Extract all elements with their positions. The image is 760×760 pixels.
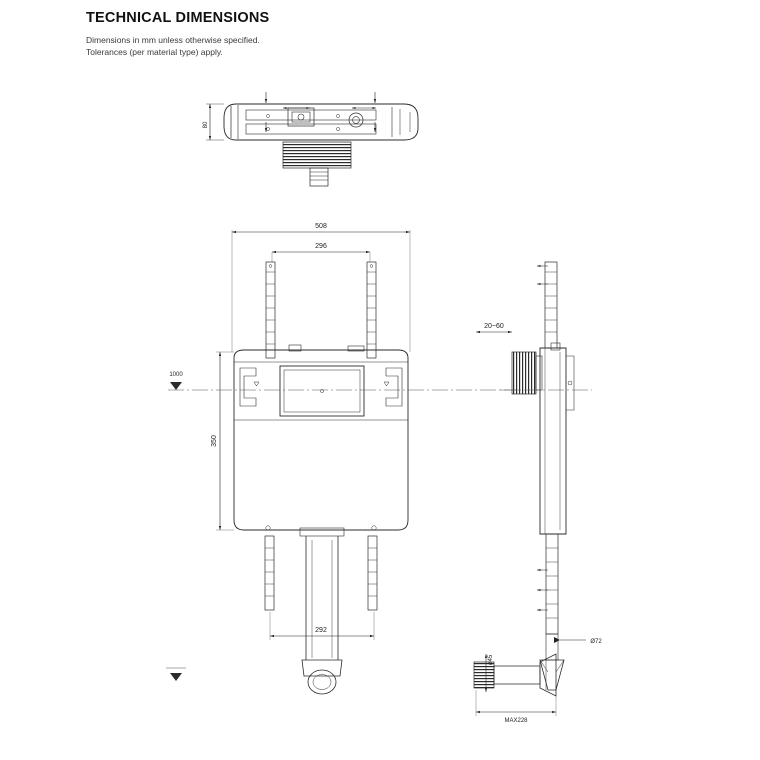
dim-bottom-width: 292 bbox=[315, 627, 327, 634]
dim-front-width-outer: 508 bbox=[315, 223, 327, 230]
dim-front-width-inner: 296 bbox=[315, 243, 327, 250]
dim-max-reach: MAX228 bbox=[504, 718, 528, 724]
top-view-group bbox=[206, 92, 418, 186]
front-view-group bbox=[166, 230, 520, 694]
dim-side-depth-range: 20~60 bbox=[484, 323, 504, 330]
page-title: TECHNICAL DIMENSIONS bbox=[86, 10, 270, 26]
note-line-1: Dimensions in mm unless otherwise specified. bbox=[86, 35, 260, 45]
note-line-2: Tolerances (per material type) apply. bbox=[86, 47, 223, 58]
dim-level-mark: 1000 bbox=[169, 372, 183, 378]
dim-outlet-diameter: Ø72 bbox=[590, 639, 602, 645]
dim-top-height: 80 bbox=[203, 121, 209, 129]
detail-view-bottom-group bbox=[474, 654, 556, 716]
dim-front-height: 350 bbox=[211, 435, 218, 447]
dim-inlet-diameter: ø45 bbox=[488, 654, 494, 666]
